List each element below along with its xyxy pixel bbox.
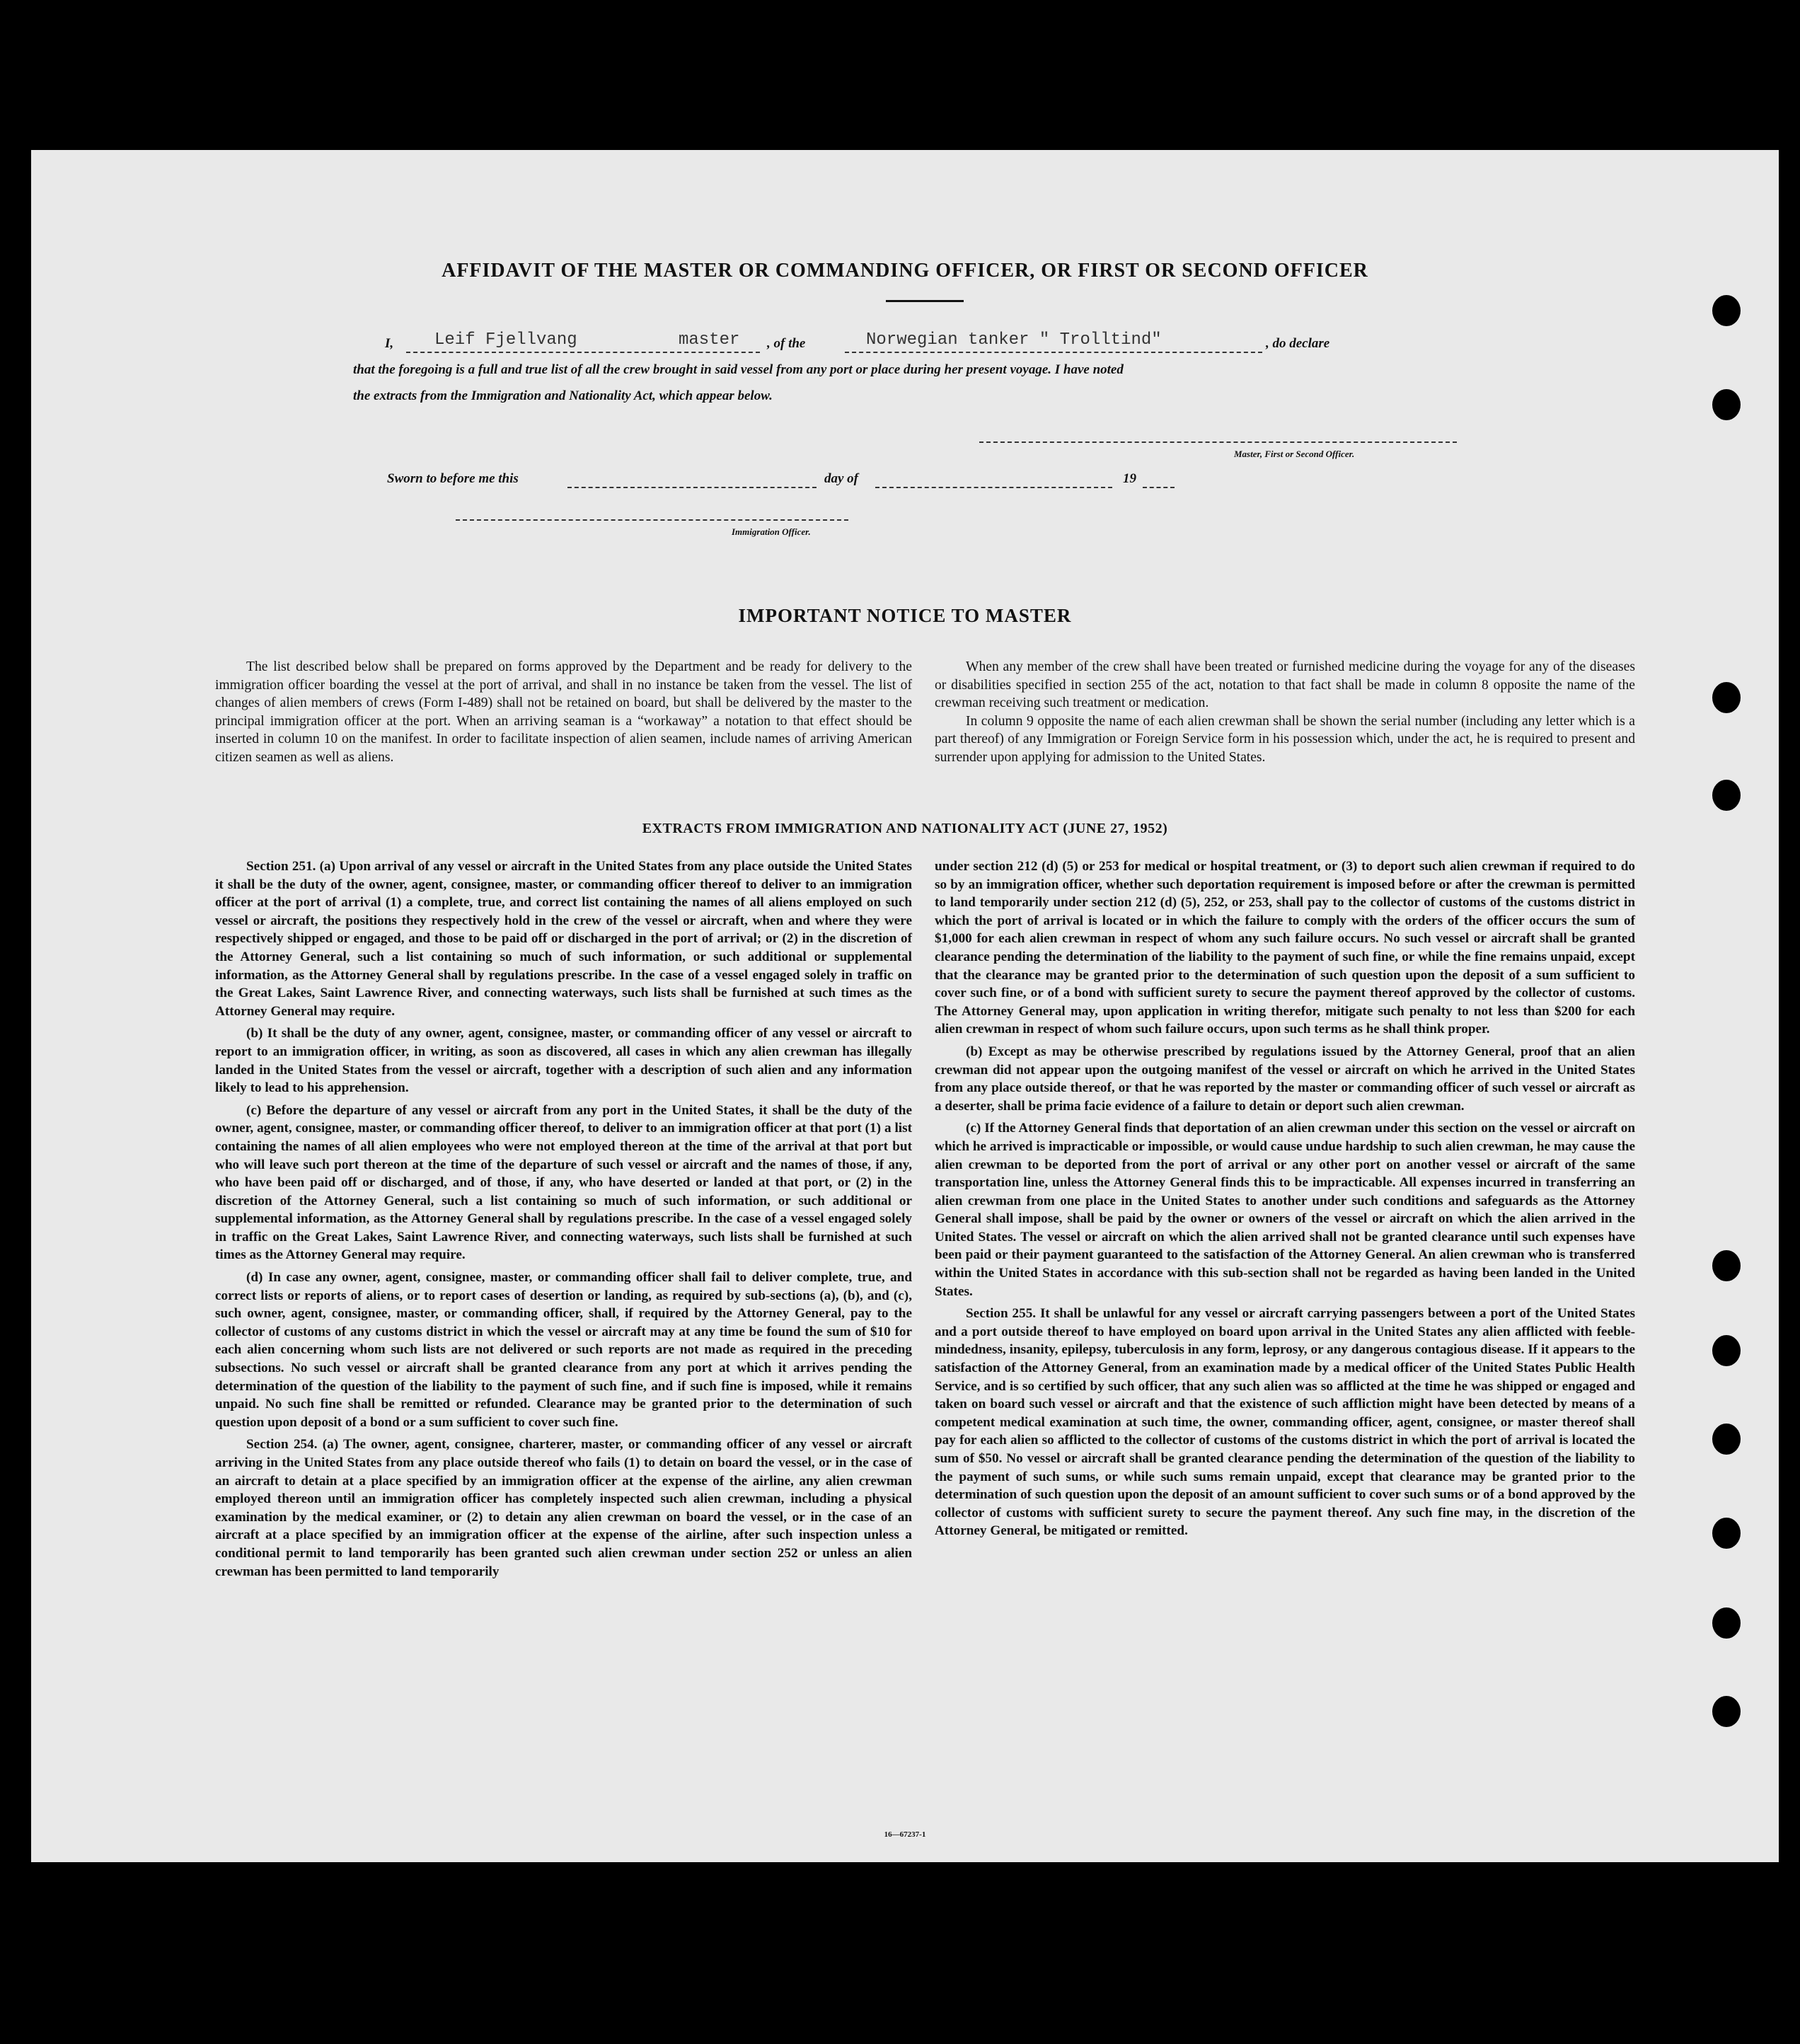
vessel-field — [845, 330, 1262, 353]
section-254-c: (c) If the Attorney General finds that deportation of an alien crewman under this section on the vessel or aircraft on which he arrived is impracticable or impossible, or would cause undue hardship to such alien crewman, he may cause the alien crewman to be deported from the port of arrival or any other port on another vessel or aircraft of the same transportation line, unless the Attorney General finds this to be impracticable. All expenses incurred in transferring an alien crewman from one place in the United States to another under such conditions and safeguards as the Attorney General shall impose, shall be paid by the owner or owners of the vessel or aircraft on which the alien arrived in the United States. The vessel or aircraft on which the alien arrived shall not be granted clearance until such expenses have been paid or their payment guaranteed to the satisfaction of the Attorney General. An alien crewman who is transferred within the United States in accordance with this sub-section shall not be regarded as having been landed in the United States. — [935, 1121, 1635, 1299]
day-of-label: day of — [824, 471, 859, 486]
punch-hole — [1712, 780, 1741, 811]
master-name: Leif Fjellvang — [434, 330, 577, 350]
document-page — [31, 150, 1779, 1862]
name-field — [406, 330, 760, 353]
section-254-b: (b) Except as may be otherwise prescribed by regulations issued by the Attorney General, proof that an alien crewman did not appear upon the outgoing manifest of the vessel or aircraft on which he arrived in the United States from any place outside thereof, or that he was reported by the master or commanding officer of such vessel or aircraft as a deserter, shall be prima facie evidence of a failure to detain or deport such alien crewman. — [935, 1044, 1635, 1114]
punch-hole — [1712, 389, 1741, 420]
notice-right-text-2: In column 9 opposite the name of each alien crewman shall be shown the serial number (including any letter which is a part thereof) of any Immigration or Foreign Service form in his possession which, under the act, he is required to present and surrender upon applying for admission to the United States. — [935, 713, 1635, 765]
master-signature-line — [979, 441, 1457, 443]
vessel-name: Norwegian tanker " Trolltind" — [866, 330, 1162, 350]
section-254-a-continued: under section 212 (d) (5) or 253 for medical or hospital treatment, or (3) to deport such alien crewman if required to do so by an immigration officer, whether such deportation requirement is imposed before or after the crewman is permitted to land temporarily under section 212 (d) (5), 252, or 253, shall pay to the collector of customs of the customs district in which the port of arrival is located or in which the failure to comply with the orders of the officer occurs the sum of $1,000 for each alien crewman in respect of whom any such failure occurs. No such vessel or aircraft shall be granted clearance pending the determination of the liability to the payment of such fine, or while the fine remains unpaid, except that the clearance may be granted prior to the determination of such question upon the deposit of a sum sufficient to cover such fine, or of a bond with sufficient surety to secure the payment thereof approved by the collector of customs. The Attorney General may, upon application in writing therefor, mitigate such penalty to not less than $200 for each alien crewman in respect of whom such failure occurs, upon such terms as he shall think proper. — [935, 859, 1635, 1037]
officer-signature-line — [456, 519, 848, 521]
master-rank: master — [679, 330, 740, 350]
punch-hole — [1712, 1607, 1741, 1639]
i-label: I, — [385, 336, 394, 351]
of-the-label: , of the — [767, 336, 806, 351]
affidavit-title: AFFIDAVIT OF THE MASTER OR COMMANDING OFFICER, OR FIRST OR SECOND OFFICER — [442, 260, 1368, 282]
punch-hole — [1712, 1424, 1741, 1455]
section-254-a: Section 254. (a) The owner, agent, consignee, charterer, master, or commanding officer of any vessel or aircraft arriving in the United States from any place outside thereof who fails (1) to detain on board the vessel, or in the case of an aircraft to detain at a place specified by an immigration officer at the expense of the airline, any alien crewman employed thereon until an immigration officer has completely inspected such alien crewman, including a physical examination by the medical examiner, or (2) to detain any alien crewman on board the vessel, or in the case of an aircraft at a place specified by an immigration officer at the expense of the airline, after such inspection unless a conditional permit to land temporarily has been granted such alien crewman under section 252 or unless an alien crewman has been permitted to land temporarily — [215, 1437, 912, 1579]
sworn-label: Sworn to before me this — [387, 471, 519, 486]
notice-left-text: The list described below shall be prepared on forms approved by the Department and be ready for delivery to the immigration officer boarding the vessel at the port of arrival, and shall in no instance be taken from the vessel. The list of changes of alien members of crews (Form I-489) shall not be retained on board, but shall be delivered by the master to the principal immigration officer at the port. When an arriving seaman is a “workaway” a notation to that effect should be inserted in column 10 on the manifest. In order to facilitate inspection of alien seamen, include names of arriving American citizen seamen as well as aliens. — [215, 659, 912, 765]
officer-signature-caption: Immigration Officer. — [732, 526, 811, 537]
sworn-year-field — [1143, 470, 1175, 488]
master-signature-caption: Master, First or Second Officer. — [1234, 449, 1355, 459]
notice-right-text-1: When any member of the crew shall have been treated or furnished medicine during the voyage for any of the diseases or disabilities specified in section 255 of the act, notation to that fact shall be made in column 8 opposite the name of the crewman receiving such treatment or medication. — [935, 659, 1635, 711]
punch-hole — [1712, 1335, 1741, 1366]
punch-hole — [1712, 1696, 1741, 1727]
section-255: Section 255. It shall be unlawful for any vessel or aircraft carrying passengers between a port of the United States and a port outside thereof to have employed on board upon arrival in the United States any alien afflicted with feeble-mindedness, insanity, epilepsy, tuberculosis in any form, leprosy, or any dangerous contagious disease. If it appears to the satisfaction of the Attorney General, from an examination made by a medical officer of the United States Public Health Service, and is so certified by such officer, that any such alien was so afflicted at the time he was shipped or engaged and taken on board such vessel or aircraft and that the existence of such affliction might have been detected by means of a competent medical examination at such time, the owner, commanding officer, agent, consignee, or master thereof shall pay for each alien so afflicted to the collector of customs of the customs district in which the port of arrival is located the sum of $50. No vessel or aircraft shall be granted clearance pending the determination of the question of the liability to the payment of such sums, or while such sums remain unpaid, except that clearance may be granted prior to the determination of such question upon the deposit of an amount sufficient to cover such sums or of a bond approved by the collector of customs with sufficient surety to secure the payment thereof. Any such fine may, in the discretion of the Attorney General, be mitigated or remitted. — [935, 1306, 1635, 1539]
punch-hole — [1712, 295, 1741, 326]
do-declare-label: , do declare — [1266, 336, 1330, 351]
section-251-a: Section 251. (a) Upon arrival of any vessel or aircraft in the United States from any place outside the United States it shall be the duty of the owner, agent, consignee, master, or commanding officer thereof to deliver to an immigration officer at the port of arrival (1) a complete, true, and correct list containing the names of all aliens employed on such vessel or aircraft, the positions they respectively hold in the crew of the vessel or aircraft, when and where they were respectively shipped or engaged, and those to be paid off or discharged in the port of arrival; or (2) in the discretion of the Attorney General, such a list containing so much of such information, or such additional or supplemental information, as the Attorney General shall by regulations prescribe. In the case of a vessel engaged solely in traffic on the Great Lakes, Saint Lawrence River, and connecting waterways, such lists shall be furnished at such times as the Attorney General may require. — [215, 859, 912, 1019]
sworn-month-field — [875, 470, 1112, 488]
section-251-c: (c) Before the departure of any vessel or aircraft from any port in the United States, it shall be the duty of the owner, agent, consignee, master, or commanding officer thereof, to deliver to an immigration officer at that port (1) a list containing the names of all alien employees who were not employed thereon at the time of the arrival at that port but who will leave such port thereon at the time of the departure of such vessel or aircraft and the names of those, if any, who have been paid off or discharged, and of those, if any, who have deserted or landed at that port, or (2) in the discretion of the Attorney General, such a list containing so much of such information, or such additional or supplemental information, as the Attorney General shall by regulations prescribe. In the case of a vessel engaged solely in traffic on the Great Lakes, Saint Lawrence River, and connecting waterways, such lists shall be furnished at such times as the Attorney General may require. — [215, 1102, 912, 1263]
form-number: 16—67237-1 — [884, 1830, 926, 1839]
extracts-left-column — [215, 858, 912, 1585]
affidavit-line1 — [385, 330, 1496, 354]
year-label: 19 — [1123, 471, 1136, 486]
extracts-title: EXTRACTS FROM IMMIGRATION AND NATIONALITY ACT (JUNE 27, 1952) — [642, 821, 1168, 836]
title-rule — [886, 300, 964, 302]
notice-right-column — [935, 658, 1635, 767]
sworn-line — [387, 470, 1208, 491]
punch-hole — [1712, 1250, 1741, 1281]
punch-hole — [1712, 682, 1741, 713]
affidavit-line3: the extracts from the Immigration and Nationality Act, which appear below. — [353, 388, 773, 403]
notice-title: IMPORTANT NOTICE TO MASTER — [738, 605, 1072, 626]
notice-left-column — [215, 658, 912, 767]
section-251-d: (d) In case any owner, agent, consignee, master, or commanding officer shall fail to deliver complete, true, and correct lists or reports of aliens, or to report cases of desertion or landing, as required by sub-sections (a), (b), and (c), such owner, agent, consignee, master, or commanding officer, shall, if required by the Attorney General, pay to the collector of customs of any customs district in which the vessel or aircraft may at any time be found the sum of $10 for each alien concerning whom such lists are not delivered or such reports are not made as required in the preceding subsections. No such vessel or aircraft shall be granted clearance from any port at which it arrives pending the determination of the question of the liability to the payment of such fine, and if such fine is imposed, while it remains unpaid. No such fine shall be remitted or refunded. Clearance may be granted prior to the determination of such question upon deposit of a bond or a sum sufficient to cover such fine. — [215, 1270, 912, 1430]
punch-hole — [1712, 1518, 1741, 1549]
extracts-right-column — [935, 858, 1635, 1544]
sworn-day-field — [567, 470, 817, 488]
section-251-b: (b) It shall be the duty of any owner, agent, consignee, master, or commanding officer of any vessel or aircraft to report to an immigration officer, in writing, as soon as discovered, all cases in which any alien crewman has illegally landed in the United States from the vessel or aircraft, together with a description of such alien and any information likely to lead to his apprehension. — [215, 1026, 912, 1096]
affidavit-line2: that the foregoing is a full and true list of all the crew brought in said vessel from any port or place during her present voyage. I have noted — [353, 362, 1124, 377]
